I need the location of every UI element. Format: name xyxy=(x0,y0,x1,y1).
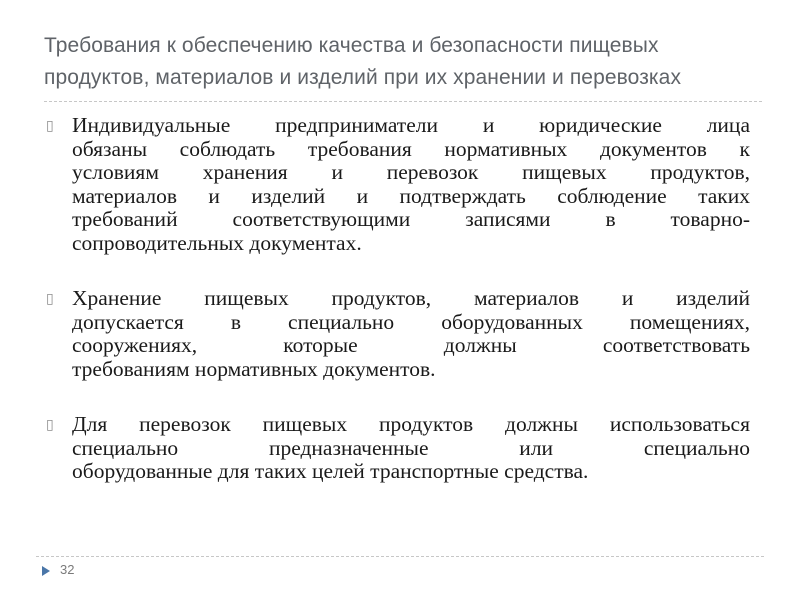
bullet-1-line-5: требований соответствующими записями в товарно- xyxy=(72,207,750,231)
bullet-item-1 xyxy=(44,114,750,255)
bullet-list xyxy=(44,114,750,516)
bullet-2-line-2: допускается в специально оборудованных помещениях, xyxy=(72,309,750,334)
bullet-box-icon: ▯ xyxy=(46,417,54,433)
bullet-3-line-2: специально предназначенные или специально xyxy=(72,435,750,460)
bullet-1-line-1: Индивидуальные предприниматели и юридические лица xyxy=(72,113,750,137)
slide-title-line-1: Требования к обеспечению качества и безопасности пищевых xyxy=(44,34,659,57)
bullet-2-line-1: Хранение пищевых продуктов, материалов и изделий xyxy=(72,286,750,310)
bullet-1-line-3: условиям хранения и перевозок пищевых продуктов, xyxy=(72,160,750,184)
bullet-text-3 xyxy=(72,413,750,484)
bullet-1-line-2: обязаны соблюдать требования нормативных документов к xyxy=(72,136,750,161)
footer-divider xyxy=(36,556,764,557)
slide-title xyxy=(44,30,764,94)
page-number: 32 xyxy=(60,562,75,577)
bullet-item-2 xyxy=(44,287,750,381)
bullet-3-line-1: Для перевозок пищевых продуктов должны использоваться xyxy=(72,412,750,436)
bullet-text-2 xyxy=(72,287,750,381)
triangle-right-icon xyxy=(42,566,50,576)
bullet-1-line-6: сопроводительных документах. xyxy=(72,230,362,255)
bullet-2-line-3: сооружениях, которые должны соответствовать xyxy=(72,333,750,357)
bullet-3-line-3: оборудованные для таких целей транспортные средства. xyxy=(72,459,589,483)
slide-title-line-2: продуктов, материалов и изделий при их хранении и перевозках xyxy=(44,66,682,89)
bullet-box-icon: ▯ xyxy=(46,118,54,134)
bullet-text-1 xyxy=(72,114,750,255)
bullet-1-line-4: материалов и изделий и подтверждать соблюдение таких xyxy=(72,183,750,208)
bullet-item-3 xyxy=(44,413,750,484)
bullet-2-line-4: требованиям нормативных документов. xyxy=(72,356,436,381)
title-divider xyxy=(44,101,762,102)
bullet-box-icon: ▯ xyxy=(46,291,54,307)
